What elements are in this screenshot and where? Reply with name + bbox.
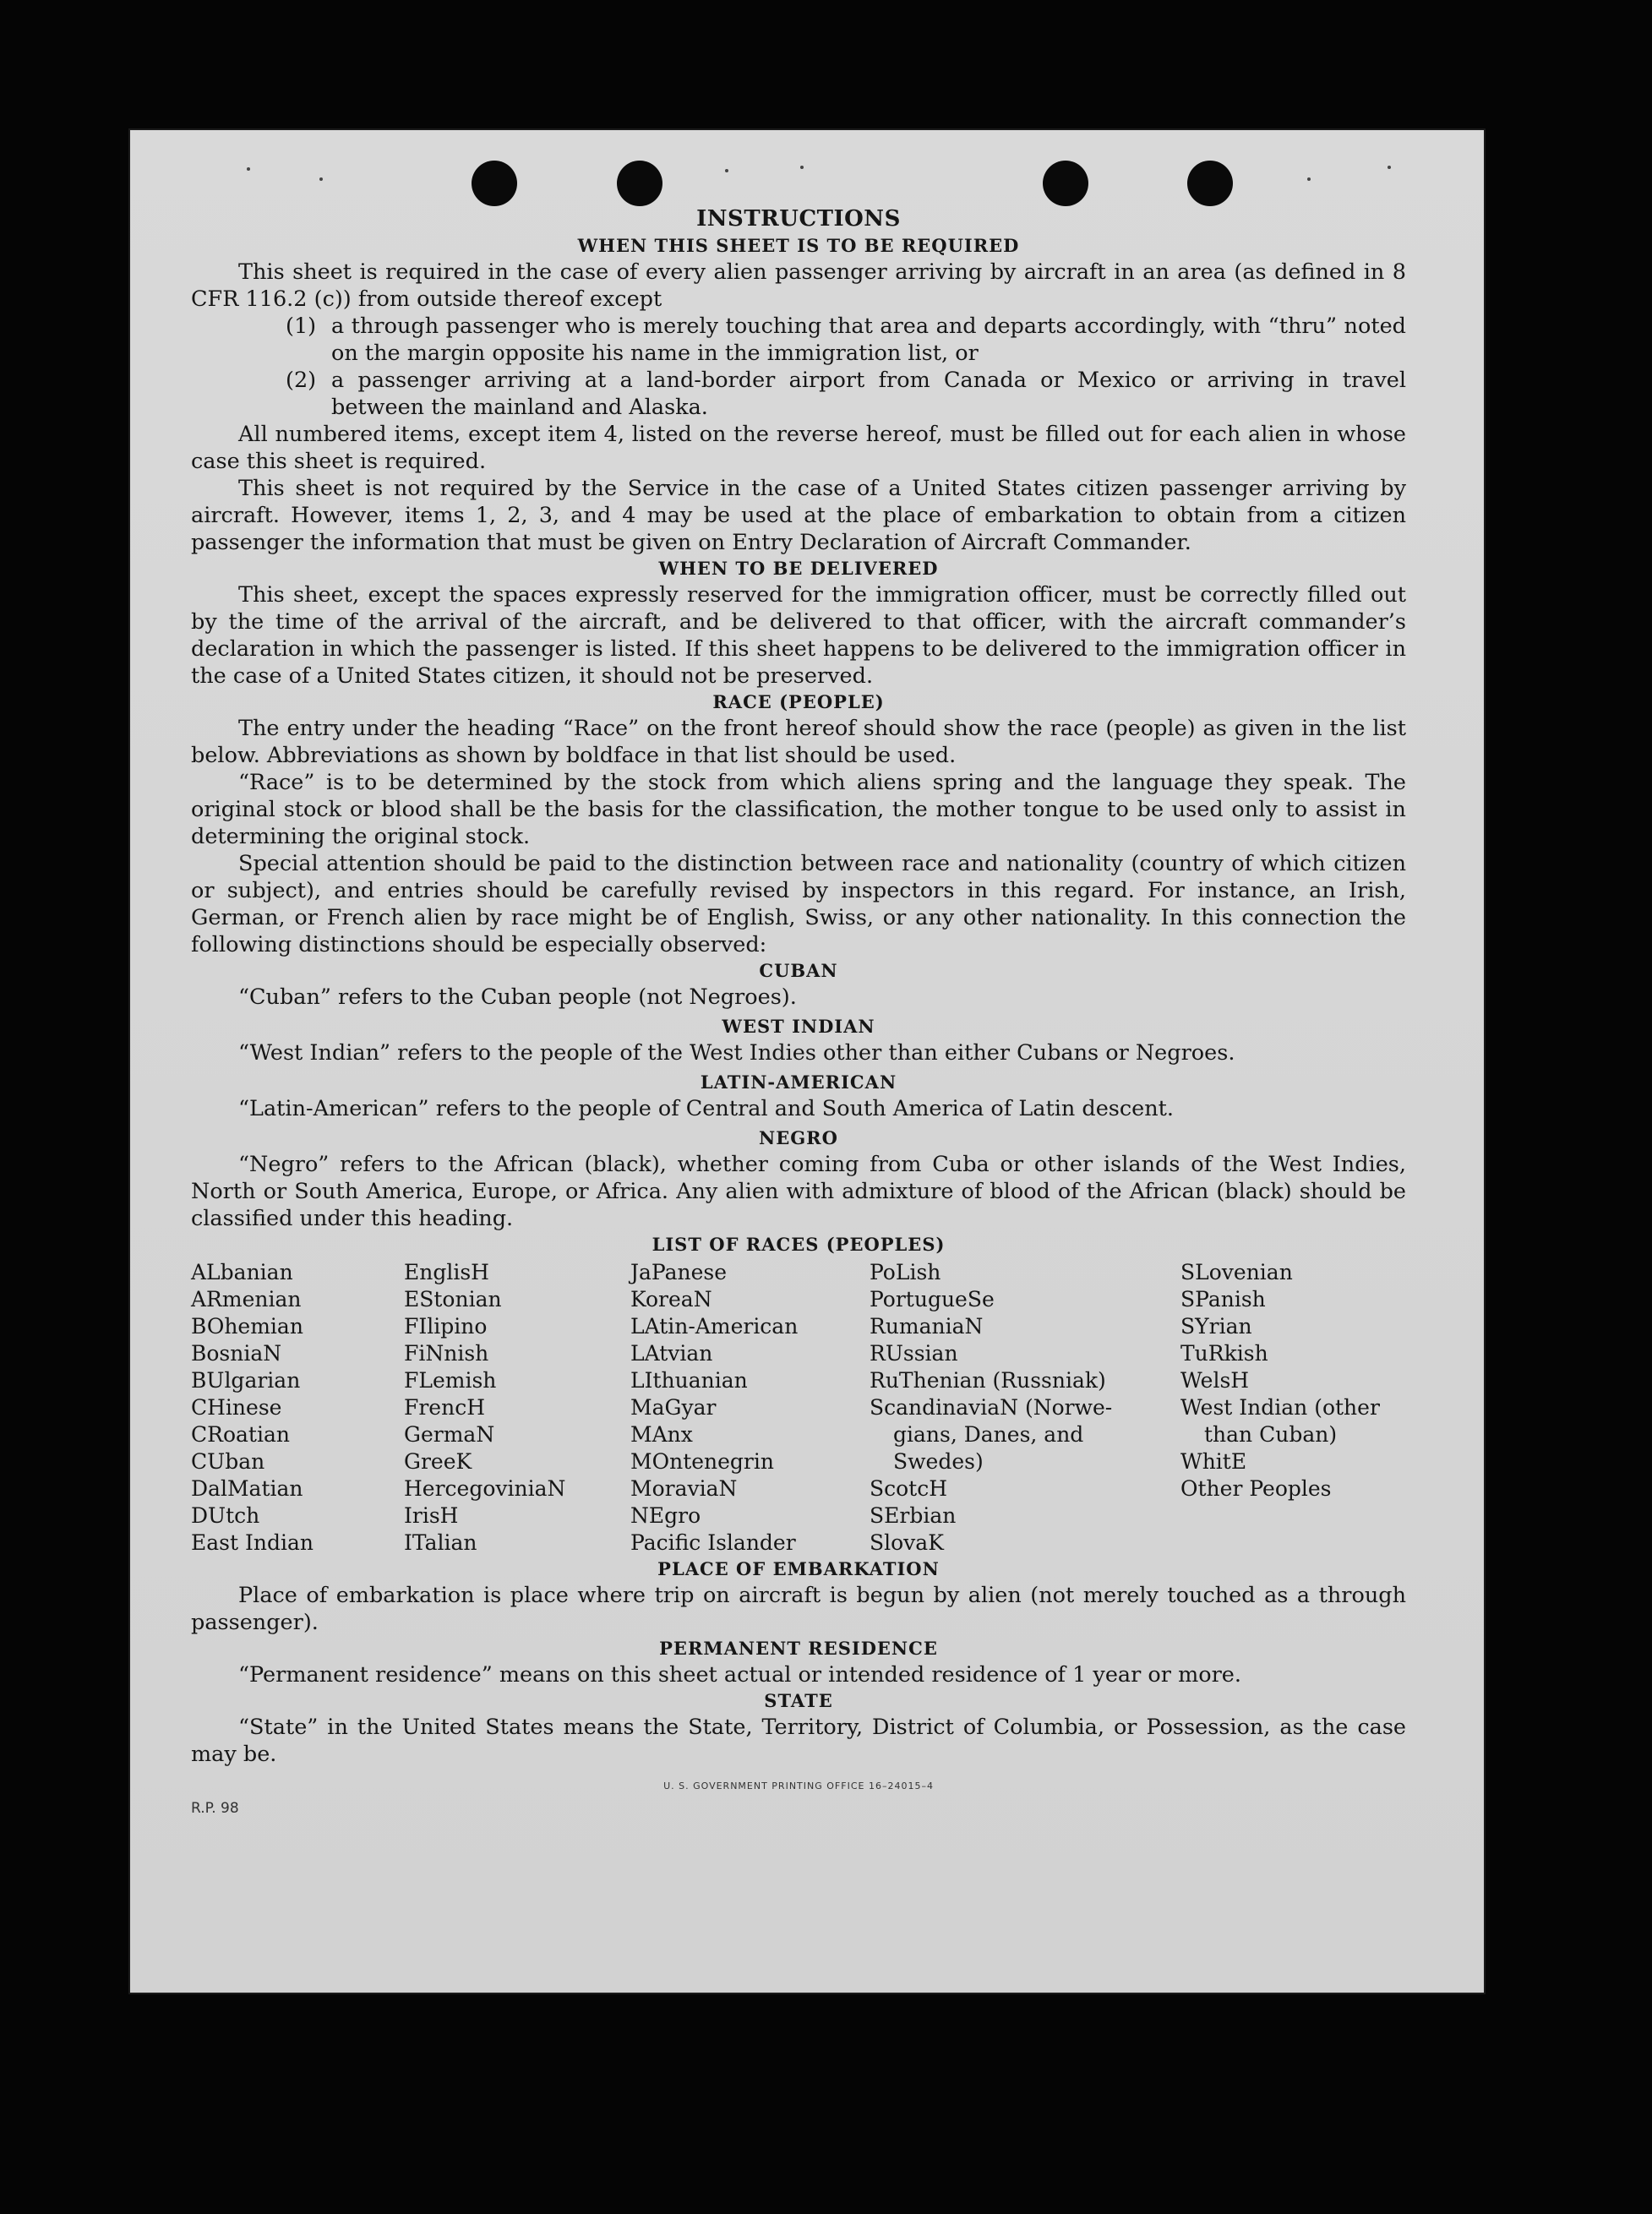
race-entry: SErbian xyxy=(870,1503,957,1528)
race-entry: BUlgarian xyxy=(191,1368,301,1393)
race-entry: ALbanian xyxy=(191,1260,293,1284)
race-entry: gians, Danes, and xyxy=(893,1422,1084,1447)
section-heading-race: RACE (PEOPLE) xyxy=(712,691,885,712)
race-entry: DalMatian xyxy=(191,1476,303,1501)
section-heading-delivered: WHEN TO BE DELIVERED xyxy=(658,558,939,579)
race-entry: WhitE xyxy=(1180,1449,1247,1474)
race-entry: LIthuanian xyxy=(630,1368,748,1393)
paragraph: This sheet is not required by the Service in the case of a United States citizen passenger arriving by aircraft. However, items 1, 2, 3, and 4 may be used at the place of embarkation to obtain from a citizen passenger the information that must be given on Entry Declaration of Aircraft Commander. xyxy=(191,476,1406,555)
item-number: (2) xyxy=(286,368,317,393)
race-entry: PortugueSe xyxy=(870,1287,995,1311)
race-entry: CRoatian xyxy=(191,1422,290,1447)
race-entry: BOhemian xyxy=(191,1314,303,1339)
race-entry: WelsH xyxy=(1180,1368,1250,1393)
race-entry: ITalian xyxy=(404,1530,477,1555)
races-column xyxy=(1180,1259,1406,1557)
race-entry: LAtvian xyxy=(630,1341,713,1366)
races-list xyxy=(191,1259,1406,1557)
section-heading-required: WHEN THIS SHEET IS TO BE REQUIRED xyxy=(577,235,1020,256)
paragraph: “Latin-American” refers to the people of Central and South America of Latin descent. xyxy=(238,1096,1175,1121)
race-entry: BosniaN xyxy=(191,1341,282,1366)
punch-hole xyxy=(617,161,662,206)
races-column xyxy=(630,1259,870,1557)
race-entry: Pacific Islander xyxy=(630,1530,796,1555)
section-heading-latin-american: LATIN-AMERICAN xyxy=(700,1072,897,1093)
race-entry: JaPanese xyxy=(630,1260,728,1284)
exception-item xyxy=(286,313,1406,367)
race-entry: East Indian xyxy=(191,1530,313,1555)
race-entry: EStonian xyxy=(404,1287,502,1311)
page-title: INSTRUCTIONS xyxy=(696,206,901,232)
paragraph: This sheet is required in the case of every alien passenger arriving by aircraft in an area (as defined in 8 CFR 116.2 (c)) from outside thereof except xyxy=(191,259,1406,312)
exception-item xyxy=(286,367,1406,421)
race-entry: DUtch xyxy=(191,1503,260,1528)
section-heading-state: STATE xyxy=(764,1690,833,1711)
punch-hole xyxy=(472,161,517,206)
race-entry: ScotcH xyxy=(870,1476,948,1501)
race-entry: CUban xyxy=(191,1449,265,1474)
race-entry: NEgro xyxy=(630,1503,701,1528)
race-entry: FLemish xyxy=(404,1368,497,1393)
races-column xyxy=(191,1259,404,1557)
race-entry: GreeK xyxy=(404,1449,472,1474)
race-entry: RumaniaN xyxy=(870,1314,984,1339)
section-heading-embarkation: PLACE OF EMBARKATION xyxy=(657,1558,940,1579)
item-text: a passenger arriving at a land-border airport from Canada or Mexico or arriving in travel between the mainland and Alaska. xyxy=(331,368,1406,420)
item-number: (1) xyxy=(286,314,317,339)
race-entry: SlovaK xyxy=(870,1530,944,1555)
race-entry: MaGyar xyxy=(630,1395,717,1420)
section-heading-permanent-residence: PERMANENT RESIDENCE xyxy=(659,1638,938,1659)
race-entry: MAnx xyxy=(630,1422,693,1447)
paragraph: “Negro” refers to the African (black), whether coming from Cuba or other islands of the West Indies, North or South America, Europe, or Africa. Any alien with admixture of blood of the African (black) should be classified under this heading. xyxy=(191,1152,1406,1231)
race-entry: ScandinaviaN (Norwe- xyxy=(870,1395,1113,1420)
form-code: R.P. 98 xyxy=(191,1800,239,1817)
race-entry: TuRkish xyxy=(1180,1341,1268,1366)
race-entry: ARmenian xyxy=(191,1287,302,1311)
races-column xyxy=(870,1259,1180,1557)
document-sheet xyxy=(128,128,1486,1994)
race-entry: GermaN xyxy=(404,1422,495,1447)
instructions-content xyxy=(191,204,1406,1822)
item-text: a through passenger who is merely touching that area and departs accordingly, with “thru” noted on the margin opposite his name in the immigration list, or xyxy=(331,314,1406,366)
printer-line: U. S. GOVERNMENT PRINTING OFFICE 16–24015–4 xyxy=(663,1780,934,1791)
races-column xyxy=(404,1259,630,1557)
race-entry: West Indian (other xyxy=(1180,1395,1380,1420)
punch-hole xyxy=(1187,161,1233,206)
race-entry: SPanish xyxy=(1180,1287,1266,1311)
paragraph: “Cuban” refers to the Cuban people (not Negroes). xyxy=(238,984,797,1010)
race-entry: FrencH xyxy=(404,1395,485,1420)
race-entry: CHinese xyxy=(191,1395,282,1420)
paragraph: Place of embarkation is place where trip on aircraft is begun by alien (not merely touched as a through passenger). xyxy=(191,1583,1406,1635)
paragraph: “Permanent residence” means on this sheet actual or intended residence of 1 year or more. xyxy=(238,1662,1241,1688)
section-heading-list-of-races: LIST OF RACES (PEOPLES) xyxy=(652,1234,946,1255)
paragraph: “Race” is to be determined by the stock from which aliens spring and the language they speak. The original stock or blood shall be the basis for the classification, the mother tongue to be used only to assist in determining the original stock. xyxy=(191,770,1406,849)
race-entry: MOntenegrin xyxy=(630,1449,774,1474)
race-entry: FIlipino xyxy=(404,1314,488,1339)
race-entry: SLovenian xyxy=(1180,1260,1293,1284)
race-entry: Swedes) xyxy=(893,1449,984,1474)
paragraph: “West Indian” refers to the people of the West Indies other than either Cubans or Negroes. xyxy=(238,1040,1235,1066)
paragraph: “State” in the United States means the State, Territory, District of Columbia, or Possession, as the case may be. xyxy=(191,1715,1406,1767)
race-entry: MoraviaN xyxy=(630,1476,738,1501)
section-heading-cuban: CUBAN xyxy=(759,960,838,981)
paragraph: The entry under the heading “Race” on the front hereof should show the race (people) as given in the list below. Abbreviations as shown by boldface in that list should be used. xyxy=(191,716,1406,768)
race-entry: EnglisH xyxy=(404,1260,489,1284)
paragraph: All numbered items, except item 4, listed on the reverse hereof, must be filled out for each alien in whose case this sheet is required. xyxy=(191,422,1406,474)
paragraph: This sheet, except the spaces expressly reserved for the immigration officer, must be correctly filled out by the time of the arrival of the aircraft, and be delivered to that officer, with the aircraft commander’s declaration in which the passenger is listed. If this sheet happens to be delivered to the immigration officer in the case of a United States citizen, it should not be preserved. xyxy=(191,582,1406,689)
race-entry: KoreaN xyxy=(630,1287,712,1311)
race-entry: RuThenian (Russniak) xyxy=(870,1368,1106,1393)
race-entry: IrisH xyxy=(404,1503,459,1528)
race-entry: HercegoviniaN xyxy=(404,1476,566,1501)
race-entry: RUssian xyxy=(870,1341,958,1366)
paragraph: Special attention should be paid to the distinction between race and nationality (country of which citizen or subject), and entries should be carefully revised by inspectors in this regard. For instance, an Irish, German, or French alien by race might be of English, Swiss, or any other nationality. In this connection the following distinctions should be especially observed: xyxy=(191,851,1406,957)
punch-hole xyxy=(1043,161,1088,206)
race-entry: Other Peoples xyxy=(1180,1476,1332,1501)
race-entry: PoLish xyxy=(870,1260,941,1284)
race-entry: LAtin-American xyxy=(630,1314,799,1339)
race-entry: than Cuban) xyxy=(1204,1422,1338,1447)
section-heading-west-indian: WEST INDIAN xyxy=(722,1016,875,1037)
section-heading-negro: NEGRO xyxy=(759,1127,838,1148)
race-entry: SYrian xyxy=(1180,1314,1252,1339)
race-entry: FiNnish xyxy=(404,1341,489,1366)
